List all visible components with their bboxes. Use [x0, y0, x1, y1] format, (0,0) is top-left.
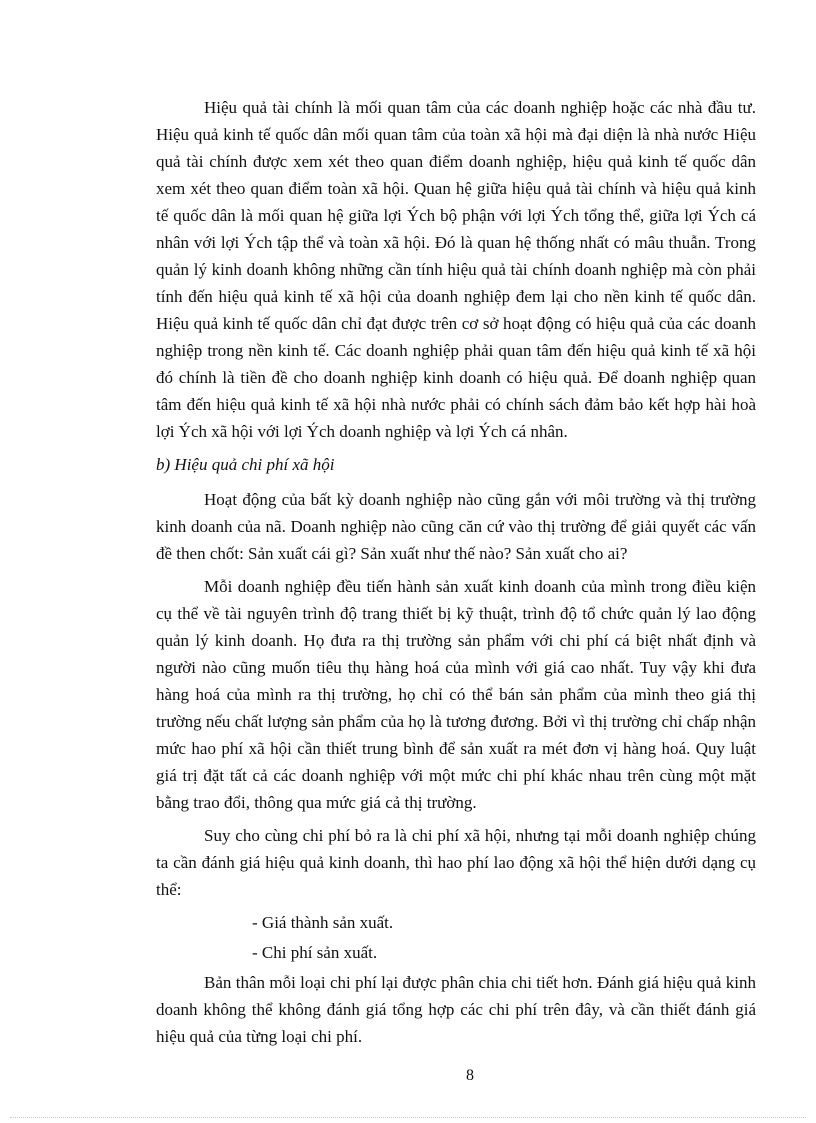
list-item-production-cost: - Chi phí sản xuất. — [252, 943, 378, 962]
page-number: 8 — [466, 1067, 474, 1084]
paragraph-business-activity: Hoạt động của bất kỳ doanh nghiệp nào cũng gắn với môi trường và thị trường kinh doanh của nã. Doanh nghiệp nào cũng căn cứ vào thị trường để giải quyết các vấn đề then chốt: Sản xuất cái gì? Sản xuất như thế nào? Sản xuất cho ai? — [156, 490, 756, 563]
paragraph-financial-efficiency: Hiệu quả tài chính là mối quan tâm của các doanh nghiệp hoặc các nhà đầu tư. Hiệu quả kinh tế quốc dân mối quan tâm của toàn xã hội mà đại diện là nhà nước Hiệu quả tài chính được xem xét theo quan điểm doanh nghiệp, hiệu quả kinh tế quốc dân xem xét theo quan điểm toàn xã hội. Quan hệ giữa hiệu quả tài chính và hiệu quả kinh tế quốc dân là mối quan hệ giữa lợi Ých bộ phận với lợi Ých tổng thể, giữa lợi Ých cá nhân với lợi Ých tập thể và toàn xã hội. Đó là quan hệ thống nhất có mâu thuẫn. Trong quản lý kinh doanh không những cần tính hiệu quả tài chính doanh nghiệp mà còn phải tính đến hiệu quả kinh tế xã hội của doanh nghiệp đem lại cho nền kinh tế quốc dân. Hiệu quả kinh tế quốc dân chỉ đạt được trên cơ sở hoạt động có hiệu quả của các doanh nghiệp trong nền kinh tế. Các doanh nghiệp phải quan tâm đến hiệu quả kinh tế xã hội đó chính là tiền đề cho doanh nghiệp kinh doanh có hiệu quả. Để doanh nghiệp quan tâm đến hiệu quả kinh tế xã hội nhà nước phải có chính sách đảm bảo kết hợp hài hoà lợi Ých xã hội với lợi Ých doanh nghiệp và lợi Ých cá nhân. — [156, 98, 756, 441]
paragraph-social-cost: Suy cho cùng chi phí bỏ ra là chi phí xã hội, nhưng tại mỗi doanh nghiệp chúng ta cần đánh giá hiệu quả kinh doanh, thì hao phí lao động xã hội thể hiện dưới dạng cụ thể: — [156, 826, 756, 899]
document-body — [156, 94, 756, 1056]
footer-divider — [10, 1117, 806, 1118]
section-heading-social-cost-efficiency: b) Hiệu quả chi phí xã hội — [156, 455, 335, 474]
paragraph-production-conditions: Mỗi doanh nghiệp đều tiến hành sản xuất kinh doanh của mình trong điều kiện cụ thể về tài nguyên trình độ trang thiết bị kỹ thuật, trình độ tổ chức quản lý lao động quản lý kinh doanh. Họ đưa ra thị trường sản phẩm với chi phí cá biệt nhất định và người nào cũng muốn tiêu thụ hàng hoá của mình với giá cao nhất. Tuy vậy khi đưa hàng hoá của mình ra thị trường, họ chỉ có thể bán sản phẩm của mình theo giá thị trường nếu chất lượng sản phẩm của họ là tương đương. Bởi vì thị trường chỉ chấp nhận mức hao phí xã hội cần thiết trung bình để sản xuất ra mét đơn vị hàng hoá. Quy luật giá trị đặt tất cả các doanh nghiệp với một mức chi phí khác nhau trên cùng một mặt bằng trao đổi, thông qua mức giá cả thị trường. — [156, 577, 756, 812]
list-item-production-price: - Giá thành sản xuất. — [252, 913, 394, 932]
paragraph-cost-breakdown: Bản thân mỗi loại chi phí lại được phân chia chi tiết hơn. Đánh giá hiệu quả kinh doanh không thể không đánh giá tổng hợp các chi phí trên đây, và cần thiết đánh giá hiệu quả của từng loại chi phí. — [156, 973, 756, 1046]
